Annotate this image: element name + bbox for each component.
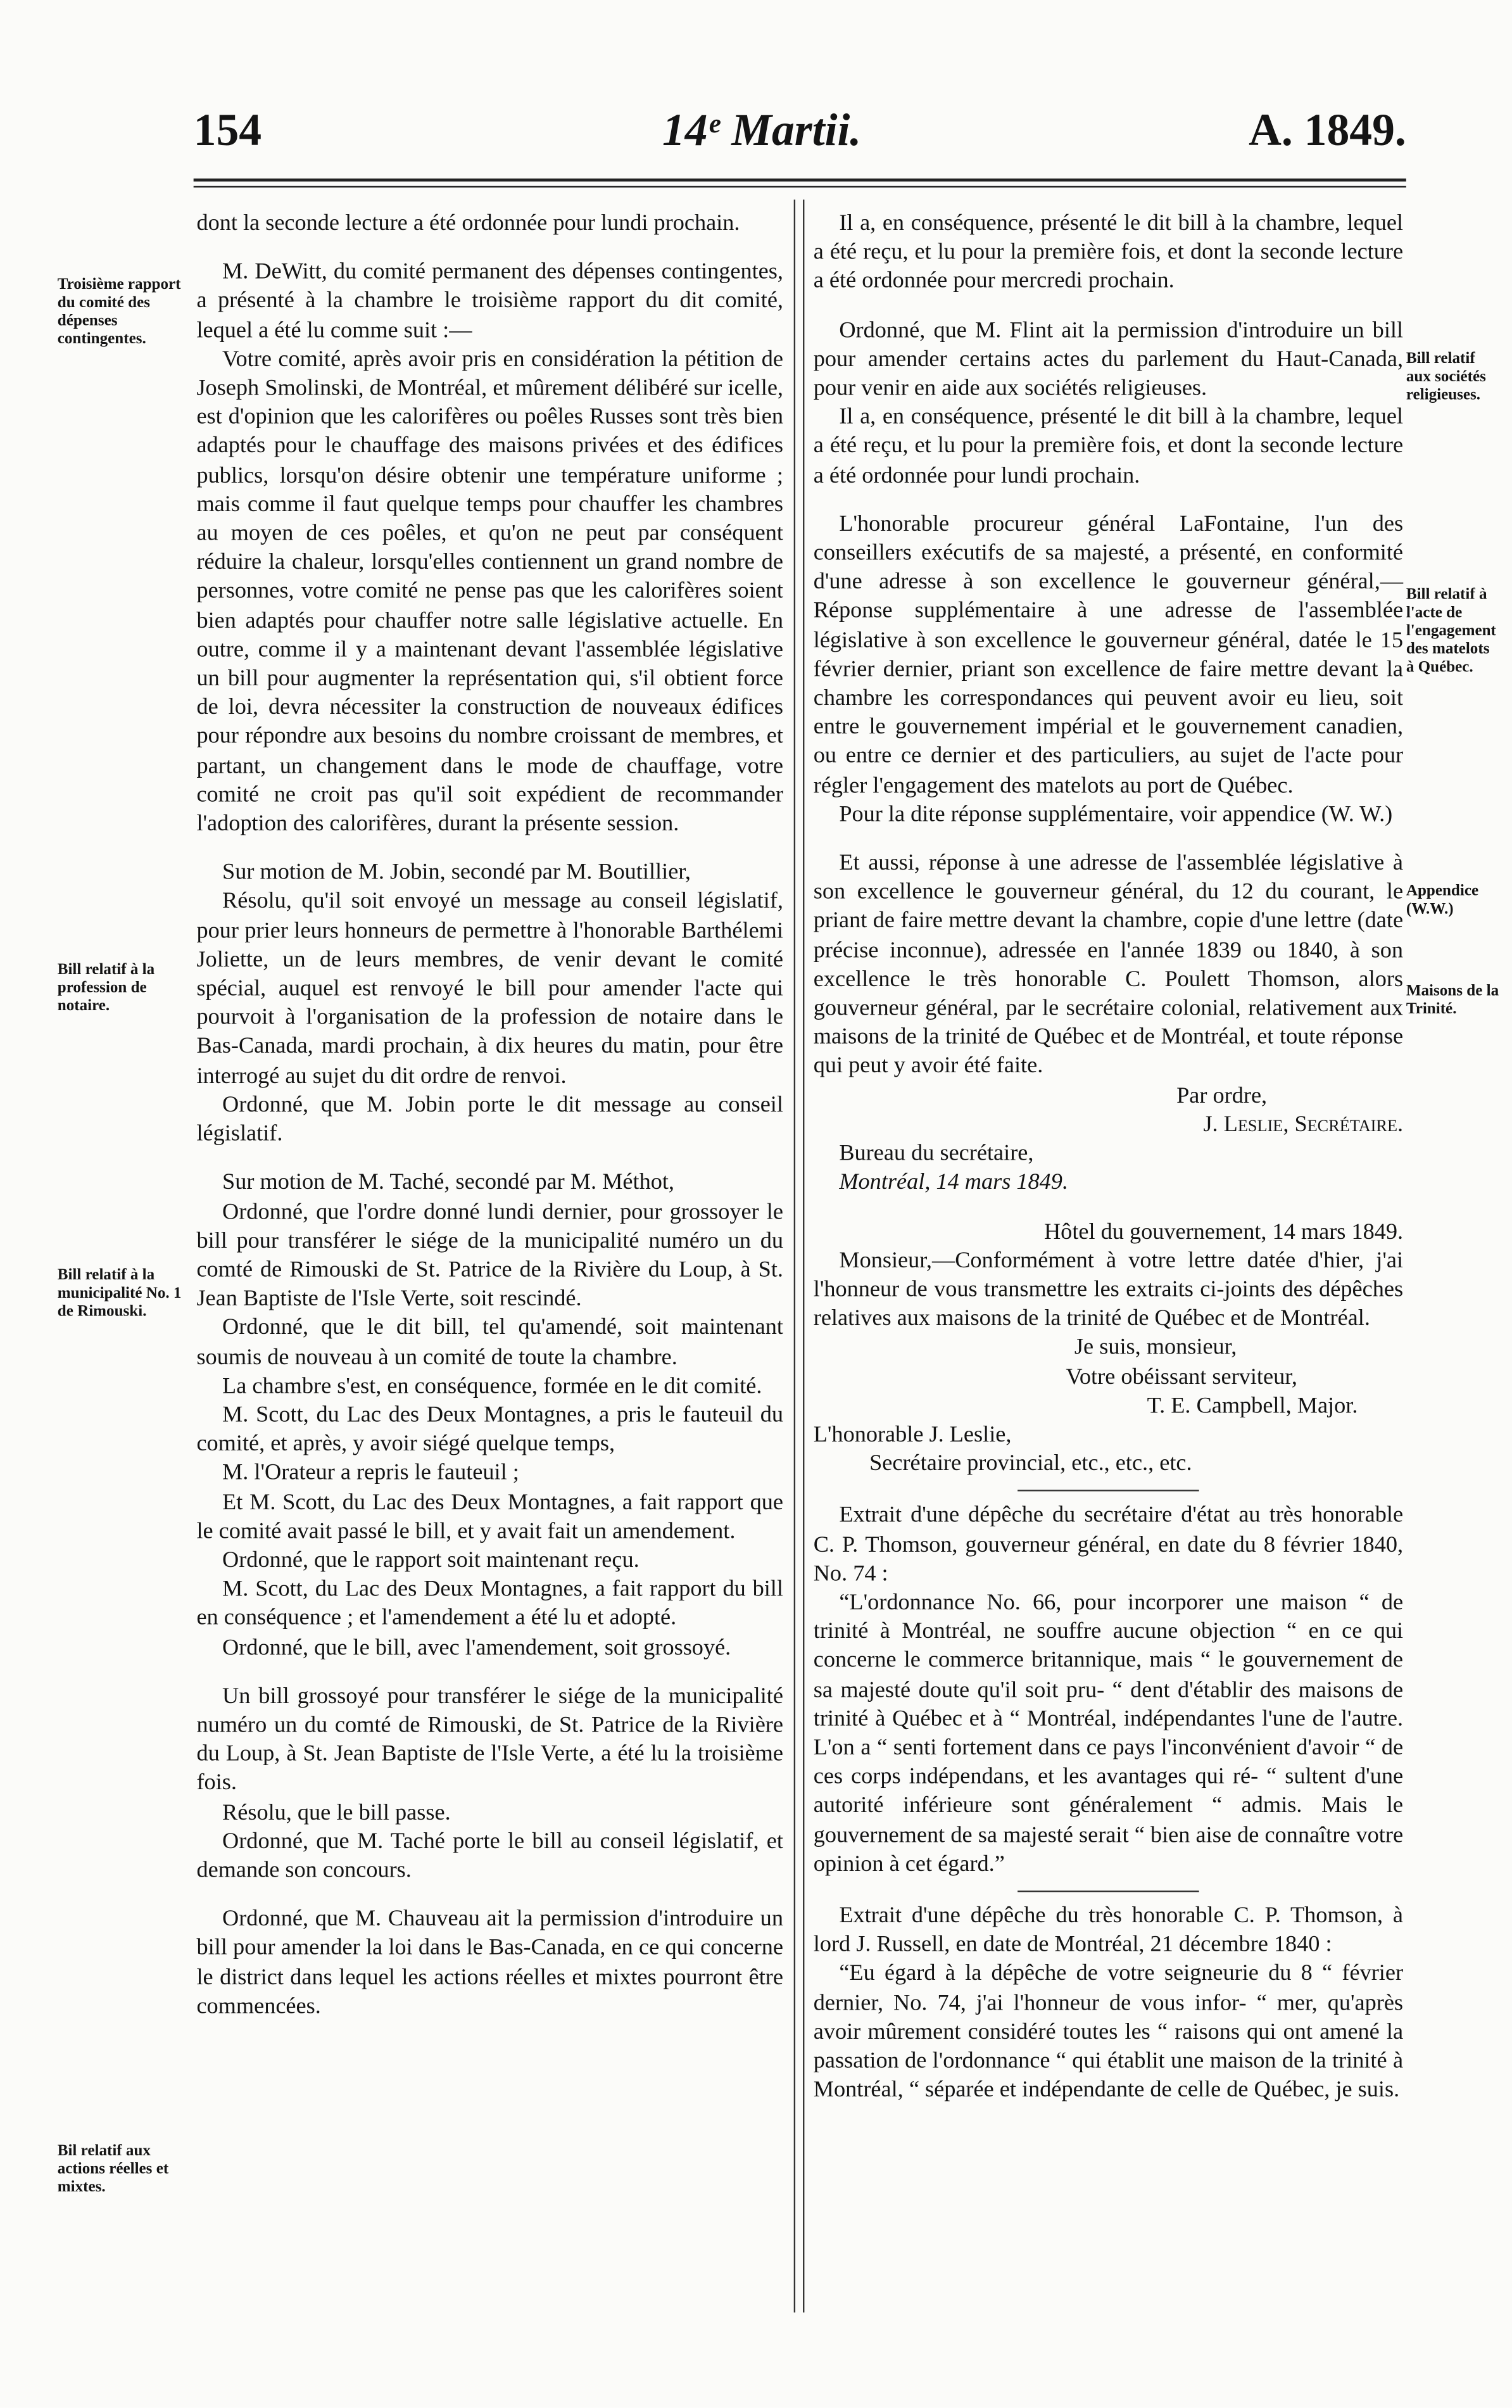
margin-note: Bil relatif aux actions réelles et mixtes. — [57, 2143, 169, 2196]
paragraph: Votre comité, après avoir pris en considération la pétition de Joseph Smolinski, de Montréal, et mûrement délibéré sur icelle, est d'opinion que les calorifères ou poêles Russes sont très bien adaptés pour le chauffage des maisons privées et des édifices publics, lorsqu'on désire obtenir une température uniforme ; mais comme il faut quelque temps pour chauffer les chambres au moyen de ces poêles, et qu'on ne peut par conséquent réduire la chaleur, lorsqu'elles contiennent un grand nombre de personnes, votre comité ne pense pas que les calorifères soient bien adaptés pour chauffer notre salle législative actuelle. En outre, comme il y a maintenant devant l'assemblée législative un bill pour augmenter la représentation qui, s'il obtient force de loi, devra nécessiter la construction de nouveaux édifices pour répondre aux besoins du nombre croissant de membres, et partant, un changement dans le mode de chauffage, votre comité ne croit pas qu'il soit expédient de recommander l'adoption des calorifères, durant la présente session. — [196, 346, 783, 837]
closing-signature: T. E. Campbell, Major. — [1147, 1392, 1358, 1419]
paragraph: M. DeWitt, du comité permanent des dépenses contingentes, a présenté à la chambre le troisième rapport du dit comité, lequel a été lu comme suit :— — [196, 258, 783, 343]
header-year: A. 1849. — [1249, 106, 1406, 156]
extract-heading: Extrait d'une dépêche du très honorable C. P. Thomson, à lord J. Russell, en date de Montréal, 21 décembre 1840 : — [813, 1903, 1404, 1958]
paragraph: Ordonné, que le rapport soit maintenant reçu. — [222, 1547, 639, 1573]
margin-note: Bill relatif à la municipalité No. 1 de Rimouski. — [57, 1267, 182, 1321]
paragraph: M. Scott, du Lac des Deux Montagnes, a fait rapport du bill en conséquence ; et l'amendement a été lu et adopté. — [196, 1576, 783, 1632]
header-rule-thin — [194, 186, 1406, 187]
paragraph: dont la seconde lecture a été ordonnée pour lundi prochain. — [196, 210, 740, 236]
letter-heading: Hôtel du gouvernement, 14 mars 1849. — [1043, 1218, 1404, 1245]
office-date: Montréal, 14 mars 1849. — [839, 1169, 1069, 1196]
paragraph: M. Scott, du Lac des Deux Montagnes, a pris le fauteuil du comité, et après, y avoir siégé quelque temps, — [196, 1402, 783, 1457]
header-date: 14ᵉ Martii. — [662, 106, 862, 156]
quotation: “Eu égard à la dépêche de votre seigneurie du 8 “ février dernier, No. 74, j'ai l'honneur de vous infor- “ mer, qu'après avoir mûrement considéré toutes les “ raisons qui ont amené la passation de l'ordonnance “ qui établit une maison de la trinité à Montréal, “ séparée et indépendante de celle de Québec, je suis. — [813, 1960, 1404, 2103]
signature-name: J. Leslie, Secrétaire. — [1203, 1111, 1404, 1137]
paragraph: Pour la dite réponse supplémentaire, voir appendice (W. W.) — [839, 801, 1393, 827]
paragraph: Un bill grossoyé pour transférer le siége de la municipalité numéro un du comté de Rimouski, de St. Patrice de la Rivière du Loup, à St. Jean Baptiste de l'Isle Verte, a été lu la troisième fois. — [196, 1683, 783, 1796]
paragraph: Résolu, que le bill passe. — [222, 1799, 451, 1825]
paragraph: Il a, en conséquence, présenté le dit bill à la chambre, lequel a été reçu, et lu pour la première fois, et dont la seconde lecture a été ordonnée pour lundi prochain. — [813, 404, 1404, 488]
paragraph: Ordonné, que M. Chauveau ait la permission d'introduire un bill pour amender la loi dans le Bas-Canada, en ce qui concerne le district dans lequel les actions réelles et mixtes pourront être commencées. — [196, 1906, 783, 2019]
quotation: “L'ordonnance No. 66, pour incorporer une maison “ de trinité à Montréal, ne souffre aucune objection “ en ce qui concerne le commerce britannique, mais “ le gouvernement de sa majesté doute qu'il soit pru- “ dent d'établir des maisons de trinité à Québec et à “ Montréal, indépendantes l'une de l'autre. L'on a “ senti fortement dans ce pays l'inconvénient d'avoir “ de ces corps indépendans, et les avantages qui ré- “ sultent d'une autorité inférieure sont généralement “ admis. Mais le gouvernement de sa majesté serait “ bien aise de connaître votre opinion à cet égard.” — [813, 1589, 1404, 1877]
separator-rule — [1017, 1490, 1199, 1492]
addressee: L'honorable J. Leslie, — [813, 1421, 1012, 1448]
office-line: Bureau du secrétaire, — [839, 1140, 1034, 1167]
paragraph: Ordonné, que M. Taché porte le bill au conseil législatif, et demande son concours. — [196, 1828, 783, 1883]
column-divider — [794, 200, 805, 2312]
margin-note: Maisons de la Trinité. — [1406, 983, 1499, 1018]
paragraph: Ordonné, que le dit bill, tel qu'amendé, soit maintenant soumis de nouveau à un comité de toute la chambre. — [196, 1314, 783, 1370]
page-number: 154 — [193, 106, 262, 156]
margin-note: Bill relatif à l'acte de l'engagement des matelots à Québec. — [1406, 586, 1496, 676]
paragraph: Et M. Scott, du Lac des Deux Montagnes, a fait rapport que le comité avait passé le bill, et y avait fait un amendement. — [196, 1489, 783, 1544]
letter-body: Monsieur,—Conformément à votre lettre datée d'hier, j'ai l'honneur de vous transmettre les extraits ci-joints des dépêches relatives aux maisons de la trinité de Québec et de Montréal. — [813, 1247, 1404, 1331]
paragraph: Sur motion de M. Taché, secondé par M. Méthot, — [222, 1169, 675, 1196]
paragraph: La chambre s'est, en conséquence, formée en le dit comité. — [222, 1372, 762, 1399]
paragraph: Et aussi, réponse à une adresse de l'assemblée législative à son excellence le gouverneur général, du 12 du courant, le priant de faire mettre devant la chambre, copie d'une lettre (date précise inconnue), adressée en l'année 1839 ou 1840, à son excellence le très honorable C. Poulett Thomson, alors gouverneur général, par le secrétaire colonial, relativement aux maisons de la trinité de Québec et de Montréal, et toute réponse qui peut y avoir été faite. — [813, 850, 1404, 1079]
paragraph: Il a, en conséquence, présenté le dit bill à la chambre, lequel a été reçu, et lu pour la première fois, et dont la seconde lecture a été ordonnée pour mercredi prochain. — [813, 210, 1404, 295]
paragraph: M. l'Orateur a repris le fauteuil ; — [222, 1460, 519, 1486]
paragraph: Ordonné, que M. Jobin porte le dit message au conseil législatif. — [196, 1091, 783, 1147]
margin-note: Bill relatif aux sociétés religieuses. — [1406, 351, 1486, 404]
separator-rule — [1017, 1891, 1199, 1892]
paragraph: Ordonné, que l'ordre donné lundi dernier, pour grossoyer le bill pour transférer le siége de la municipalité numéro un du comté de Rimouski de St. Patrice de la Rivière du Loup, à St. Jean Baptiste de l'Isle Verte, soit rescindé. — [196, 1198, 783, 1312]
left-column — [196, 209, 783, 2021]
right-column — [814, 209, 1403, 2105]
closing-line: Je suis, monsieur, — [1074, 1334, 1237, 1360]
paragraph: L'honorable procureur général LaFontaine, l'un des conseillers exécutifs de sa majesté, a présenté, en conformité d'une adresse à son excellence le gouverneur général,—Réponse supplémentaire à une adresse de l'assemblée législative à son excellence le gouverneur général, datée le 15 février dernier, priant son excellence de faire mettre devant la chambre les correspondances qui peuvent avoir eu lieu, soit entre le gouvernement impérial et le gouvernement canadien, ou entre ce dernier et des particuliers, au sujet de l'acte pour régler l'engagement des matelots au port de Québec. — [813, 510, 1404, 799]
header-rule — [194, 179, 1406, 182]
paragraph: Ordonné, que M. Flint ait la permission d'introduire un bill pour amender certains actes du parlement du Haut-Canada, pour venir en aide aux sociétés religieuses. — [813, 317, 1404, 401]
paragraph: Ordonné, que le bill, avec l'amendement, soit grossoyé. — [222, 1634, 731, 1660]
margin-note: Bill relatif à la profession de notaire. — [57, 961, 155, 1015]
extract-heading: Extrait d'une dépêche du secrétaire d'état au très honorable C. P. Thomson, gouverneur général, en date du 8 février 1840, No. 74 : — [813, 1502, 1404, 1587]
closing-line: Votre obéissant serviteur, — [1066, 1363, 1297, 1390]
paragraph: Résolu, qu'il soit envoyé un message au conseil législatif, pour prier leurs honneurs de permettre à l'honorable Barthélemi Joliette, un de leurs membres, de venir devant le comité spécial, auquel est renvoyé le bill pour amender l'acte qui pourvoit à l'organisation de la profession de notaire dans le Bas-Canada, mardi prochain, à dix heures du matin, pour être interrogé au sujet du dit ordre de renvoi. — [196, 888, 783, 1089]
paragraph: Sur motion de M. Jobin, secondé par M. Boutillier, — [222, 859, 691, 885]
signature-line: Par ordre, — [1176, 1082, 1268, 1108]
addressee-title: Secrétaire provincial, etc., etc., etc. — [869, 1450, 1192, 1476]
margin-note: Troisième rapport du comité des dépenses contingentes. — [57, 277, 181, 348]
margin-note: Appendice (W.W.) — [1406, 883, 1479, 918]
